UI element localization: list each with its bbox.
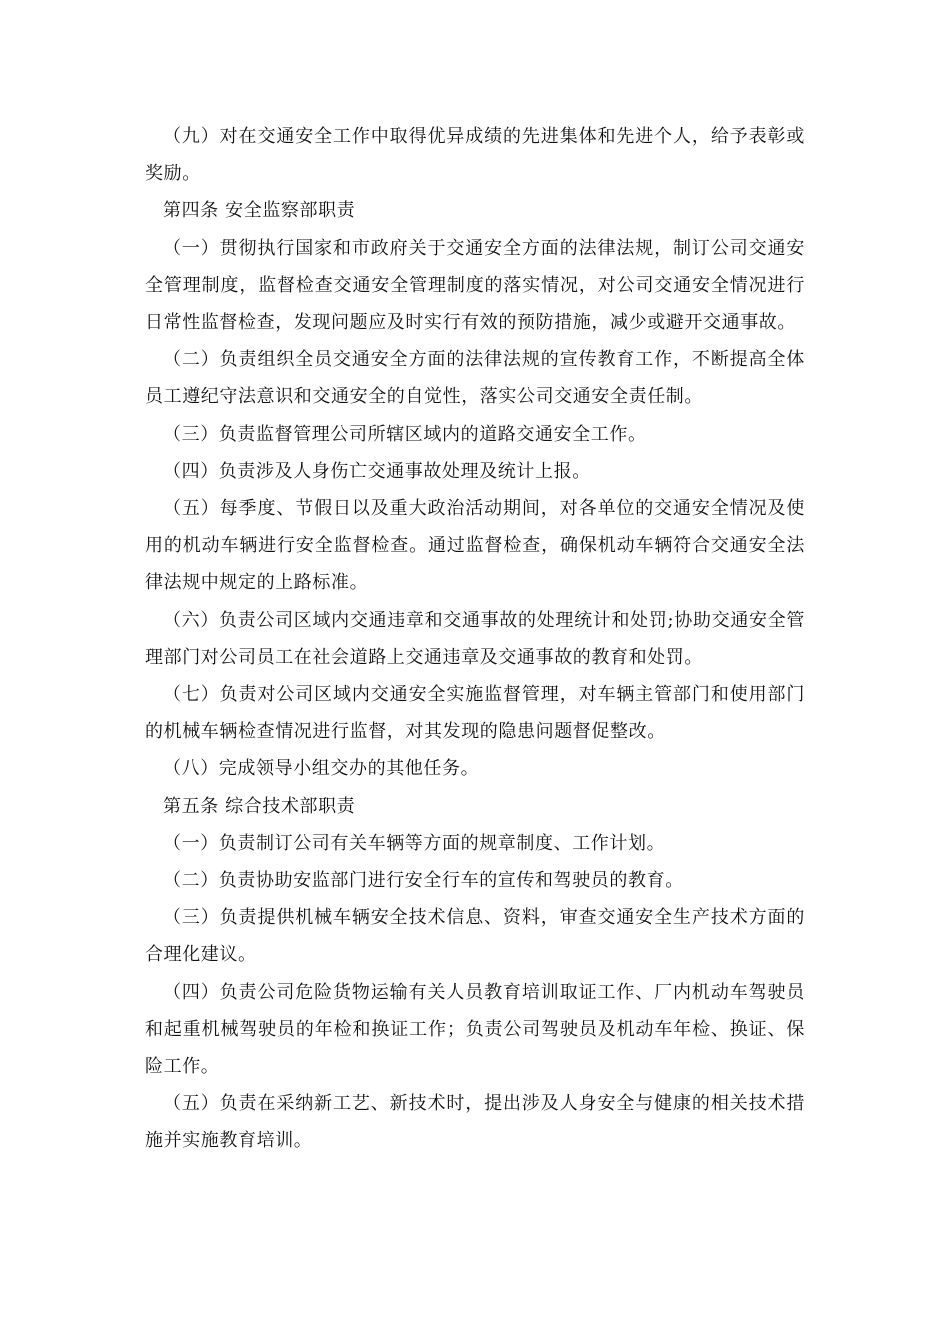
article-5-heading: 第五条 综合技术部职责 (163, 795, 356, 817)
clause-item-3-9: （九）对在交通安全工作中取得优异成绩的先进集体和先进个人，给予表彰或奖励。 (145, 126, 805, 185)
article-4-item-1: （一）贯彻执行国家和市政府关于交通安全方面的法律法规，制订公司交通安全管理制度，监督检查交通安全管理制度的落实情况，对公司交通安全情况进行日常性监督检查，发现问题应及时实行有效的预防措施，减少或避开交通事故。 (145, 237, 805, 334)
article-4-heading: 第四条 安全监察部职责 (163, 200, 356, 222)
document-body (145, 118, 805, 1160)
article-4-item-8: （八）完成领导小组交办的其他任务。 (163, 758, 480, 780)
article-4-item-5: （五）每季度、节假日以及重大政治活动期间，对各单位的交通安全情况及使用的机动车辆进行安全监督检查。通过监督检查，确保机动车辆符合交通安全法律法规中规定的上路标准。 (145, 498, 805, 594)
article-5-item-4: （四）负责公司危险货物运输有关人员教育培训取证工作、厂内机动车驾驶员和起重机械驾驶员的年检和换证工作；负责公司驾驶员及机动车年检、换证、保险工作。 (145, 981, 805, 1078)
article-4-item-7: （七）负责对公司区域内交通安全实施监督管理，对车辆主管部门和使用部门的机械车辆检查情况进行监督，对其发现的隐患问题督促整改。 (145, 684, 805, 743)
article-5-item-5: （五）负责在采纳新工艺、新技术时，提出涉及人身安全与健康的相关技术措施并实施教育培训。 (145, 1093, 805, 1152)
article-4-item-3: （三）负责监督管理公司所辖区域内的道路交通安全工作。 (163, 423, 647, 445)
article-5-item-3: （三）负责提供机械车辆安全技术信息、资料，审查交通安全生产技术方面的合理化建议。 (145, 907, 805, 966)
article-4-item-2: （二）负责组织全员交通安全方面的法律法规的宣传教育工作，不断提高全体员工遵纪守法意识和交通安全的自觉性，落实公司交通安全责任制。 (145, 349, 805, 408)
article-4-item-4: （四）负责涉及人身伤亡交通事故处理及统计上报。 (163, 460, 591, 482)
article-5-item-2: （二）负责协助安监部门进行安全行车的宣传和驾驶员的教育。 (163, 870, 684, 892)
article-4-item-6: （六）负责公司区域内交通违章和交通事故的处理统计和处罚;协助交通安全管理部门对公司员工在社会道路上交通违章及交通事故的教育和处罚。 (145, 609, 805, 668)
article-5-item-1: （一）负责制订公司有关车辆等方面的规章制度、工作计划。 (163, 832, 666, 854)
